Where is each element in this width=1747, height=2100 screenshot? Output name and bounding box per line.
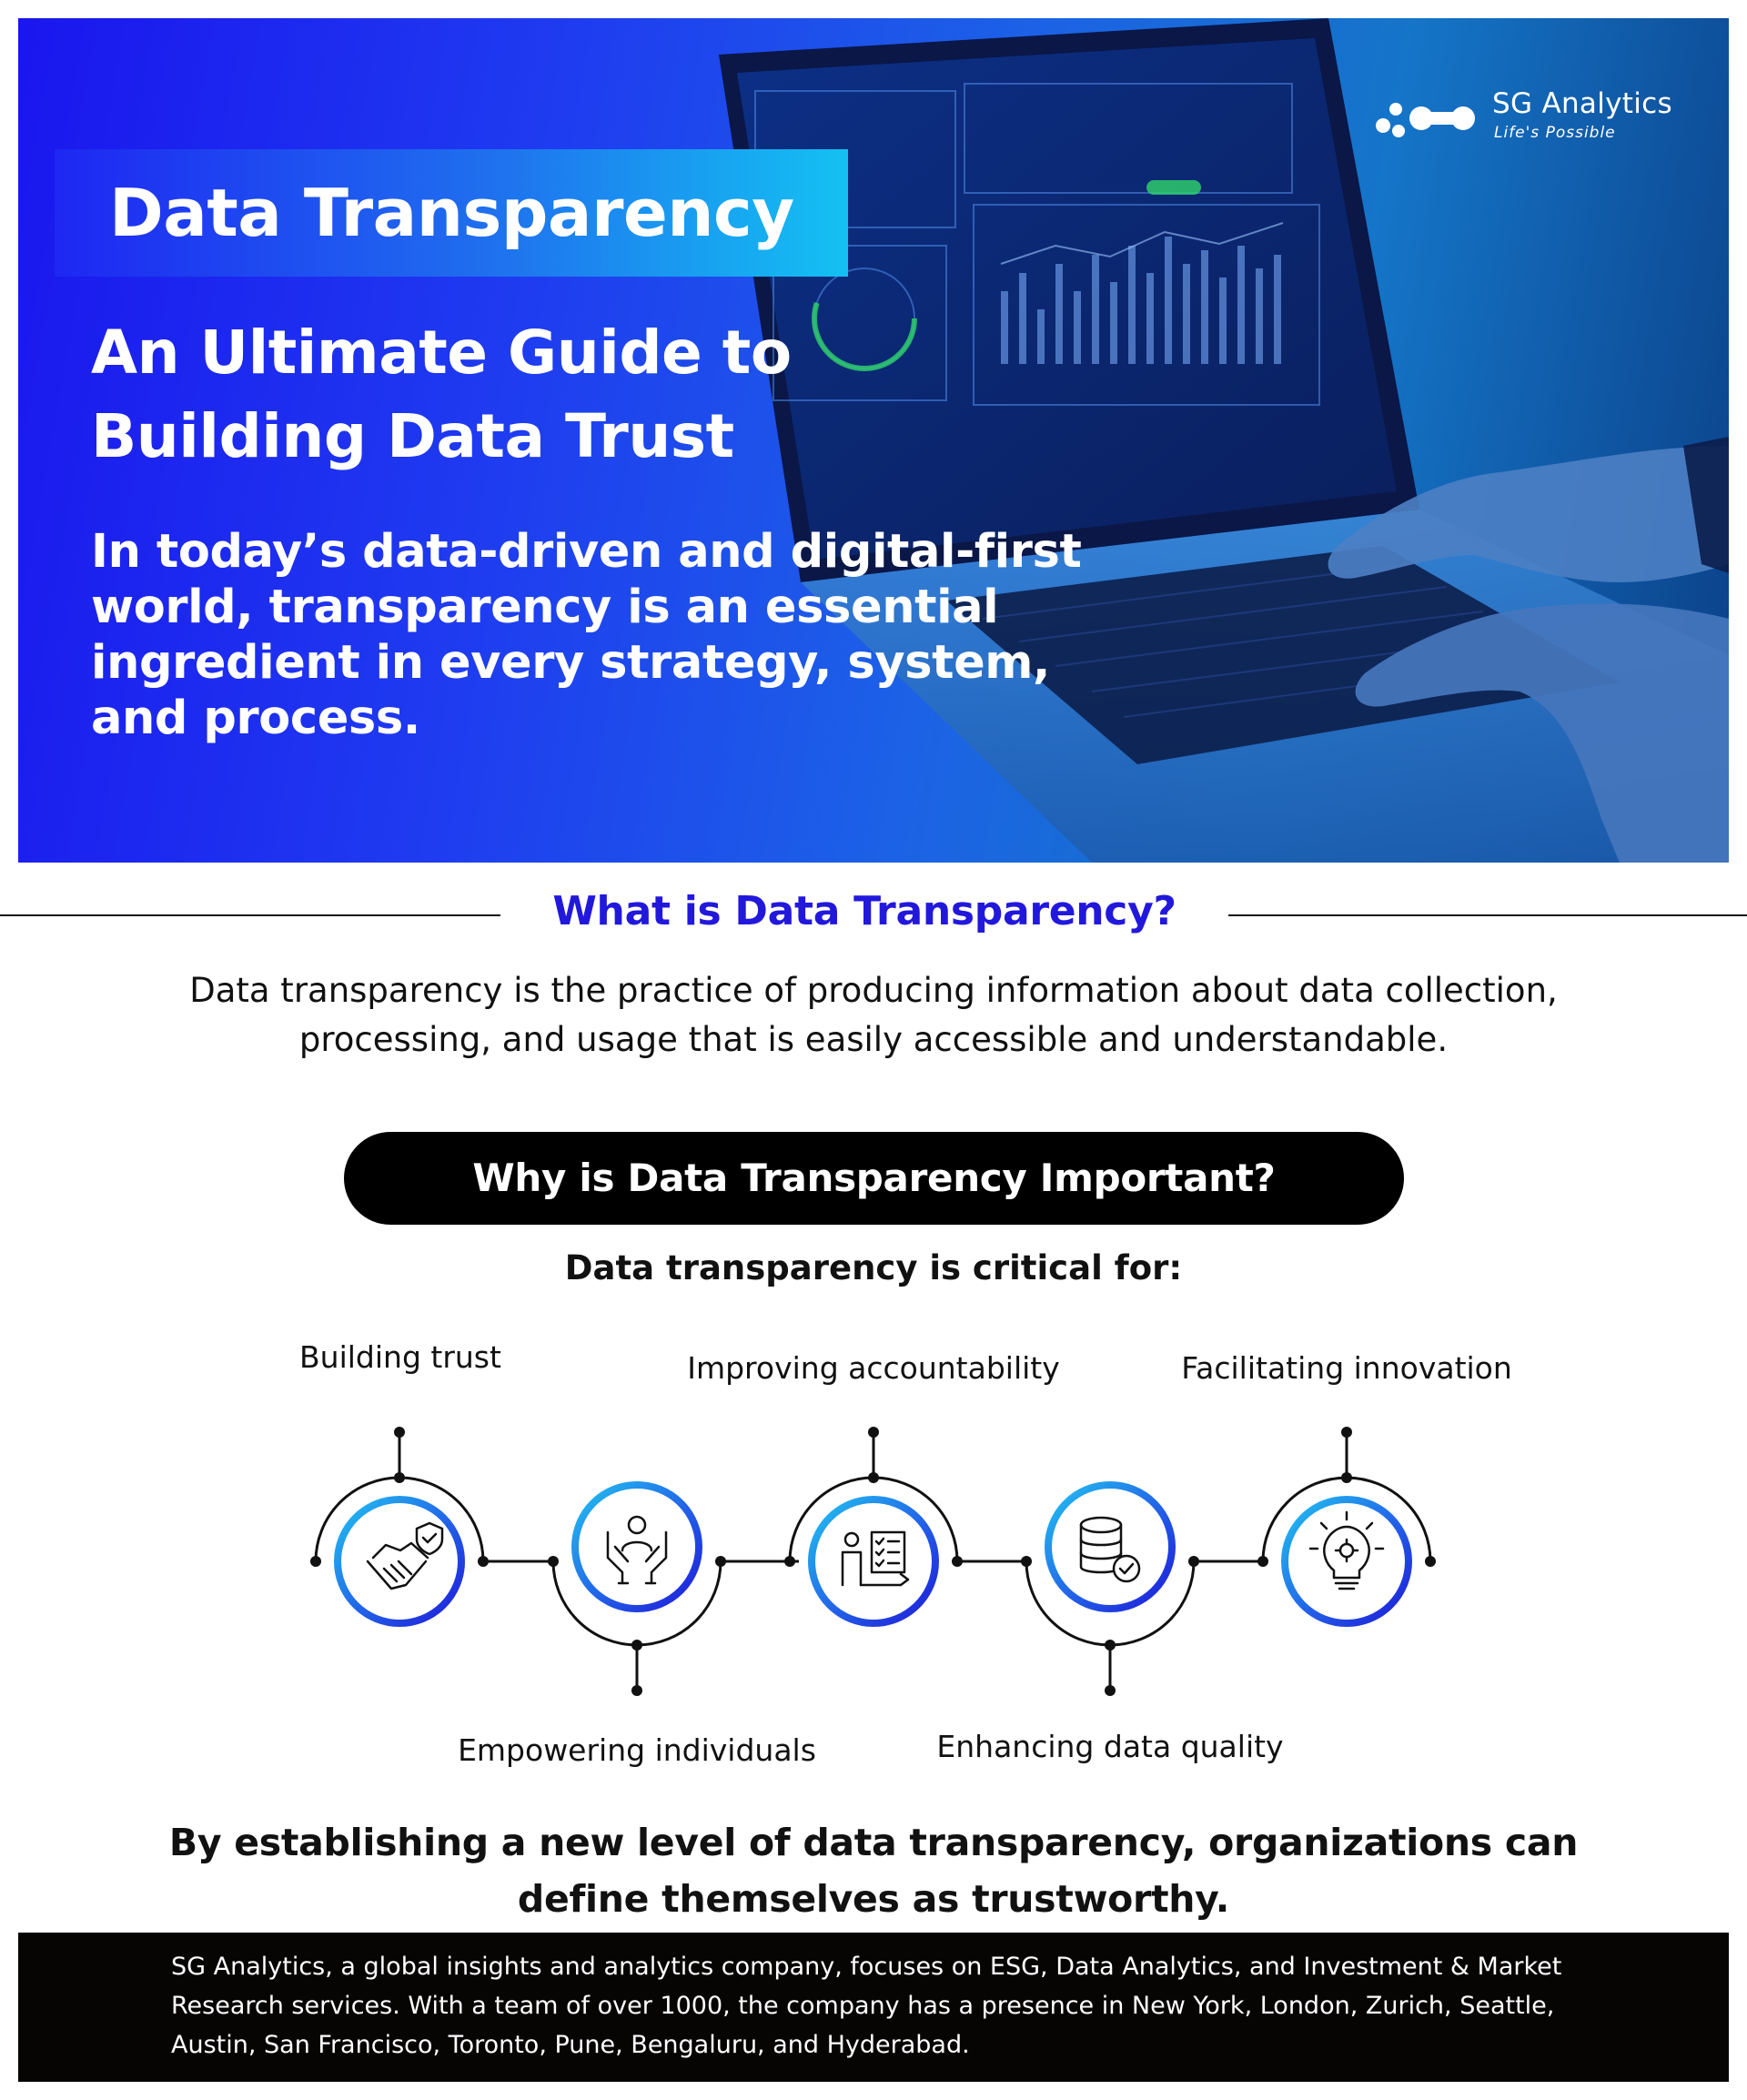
sg-analytics-logo [1356, 73, 1683, 155]
benefit-label-improving-accountability: Improving accountability [687, 1350, 1060, 1386]
outcome-statement: By establishing a new level of data transparency, organizations can define themselves as trustworthy. [168, 1821, 1579, 1921]
hero-title-banner [55, 149, 848, 277]
what-definition: Data transparency is the practice of producing information about data collection, processing, and usage that is easily accessible and understandable. [189, 971, 1558, 1059]
timeline-node-enhancing-data-quality [1021, 1481, 1199, 1696]
section-divider-left [0, 914, 500, 916]
brand-logo-icon [1374, 98, 1481, 140]
why-heading: Why is Data Transparency Important? [472, 1156, 1276, 1200]
timeline-node-facilitating-innovation [1257, 1427, 1436, 1627]
timeline-node-building-trust [310, 1427, 489, 1627]
brand-name: SG Analytics [1492, 87, 1672, 120]
section-divider-right [1228, 914, 1747, 916]
hero-intro: In today’s data-driven and digital-first world, transparency is an essential ingredient in every strategy, system, and process. [91, 525, 1082, 745]
benefit-label-empowering-individuals: Empowering individuals [458, 1732, 816, 1768]
benefits-timeline-diagram [0, 1401, 1747, 1711]
critical-for-label: Data transparency is critical for: [564, 1248, 1183, 1287]
hero-banner [18, 18, 1729, 863]
benefit-label-facilitating-innovation: Facilitating innovation [1181, 1350, 1512, 1386]
timeline-node-improving-accountability [784, 1427, 963, 1627]
benefit-label-enhancing-data-quality: Enhancing data quality [936, 1729, 1284, 1764]
hero-subtitle: An Ultimate Guide to Building Data Trust [91, 318, 792, 471]
why-heading-pill [344, 1132, 1404, 1225]
brand-tagline: Life's Possible [1494, 124, 1616, 142]
hero-title: Data Transparency [109, 175, 794, 251]
footer-company-description: SG Analytics, a global insights and analytics company, focuses on ESG, Data Analytics, and Investment & Market Research services. With a team of over 1000, the company has a presence in New York, London, Zurich, Seattle, Austin, San Francisco, Toronto, Pune, Bengaluru, and Hyderabad. [171, 1953, 1562, 2059]
footer [18, 1933, 1729, 2082]
what-heading: What is Data Transparency? [552, 888, 1176, 934]
timeline-node-empowering-individuals [548, 1481, 726, 1696]
benefit-label-building-trust: Building trust [299, 1339, 501, 1375]
